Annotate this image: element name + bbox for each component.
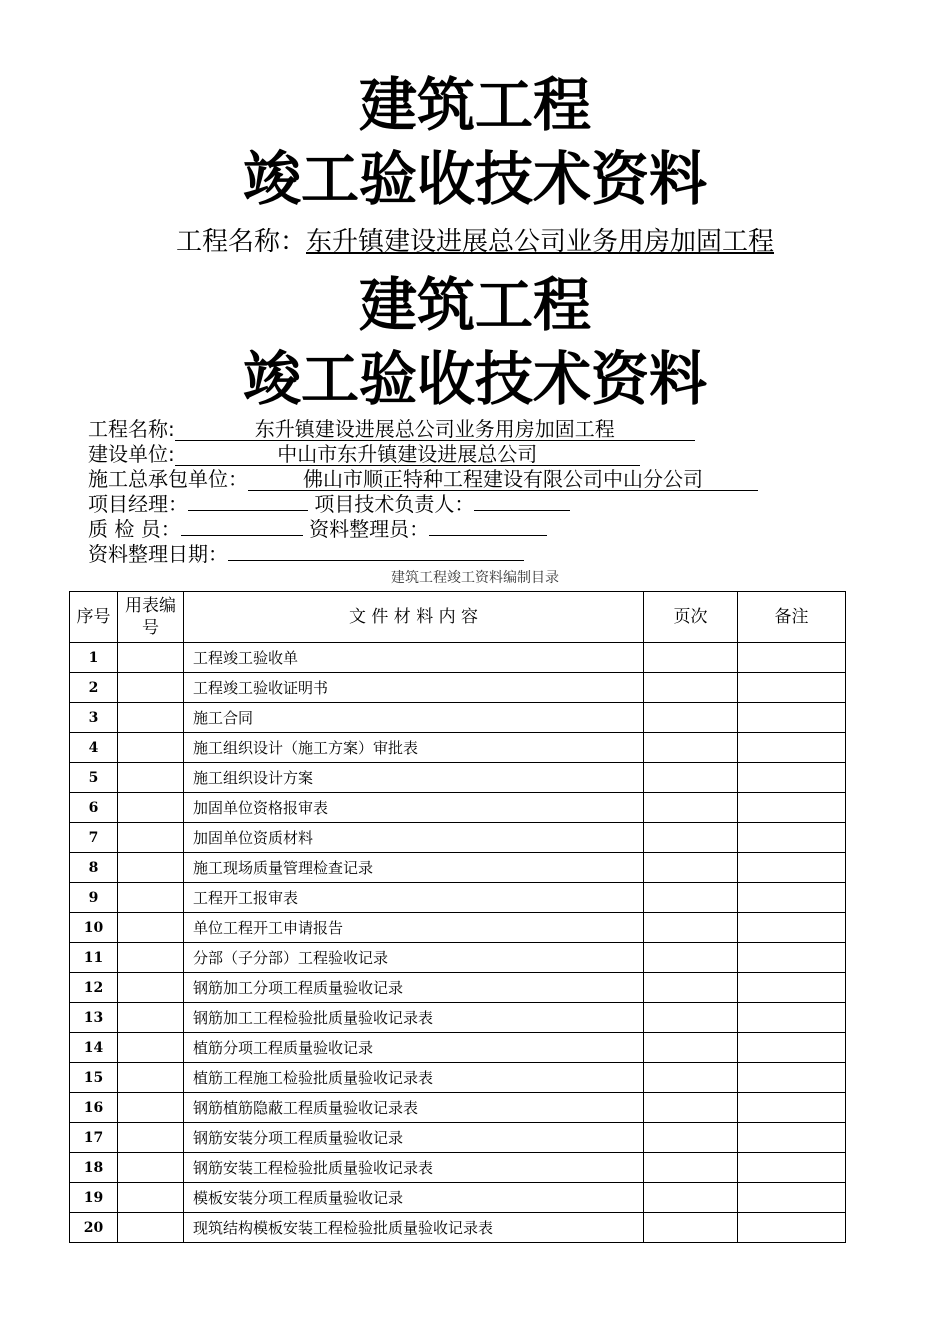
table-row — [70, 793, 846, 823]
cell-content: 单位工程开工申请报告 — [184, 913, 644, 943]
cell-content: 钢筋安装分项工程质量验收记录 — [184, 1123, 644, 1153]
cell-page — [644, 1003, 738, 1033]
cell-content: 植筋工程施工检验批质量验收记录表 — [184, 1063, 644, 1093]
cell-form-no — [118, 1093, 184, 1123]
cell-form-no — [118, 763, 184, 793]
cell-page — [644, 913, 738, 943]
table-row — [70, 643, 846, 673]
cell-remark — [738, 913, 846, 943]
cell-content: 工程开工报审表 — [184, 883, 644, 913]
cell-page — [644, 703, 738, 733]
table-row — [70, 733, 846, 763]
cell-remark — [738, 973, 846, 1003]
cell-remark — [738, 1063, 846, 1093]
cell-form-no — [118, 913, 184, 943]
cell-page — [644, 883, 738, 913]
cell-form-no — [118, 793, 184, 823]
header-remark: 备注 — [738, 592, 846, 643]
cell-seq: 9 — [70, 883, 118, 913]
cell-remark — [738, 853, 846, 883]
cell-form-no — [118, 643, 184, 673]
cell-remark — [738, 1153, 846, 1183]
cell-seq: 20 — [70, 1213, 118, 1243]
cell-seq: 10 — [70, 913, 118, 943]
cell-remark — [738, 793, 846, 823]
header-form-no: 用表编号 — [118, 592, 184, 643]
info-builder-value: 中山市东升镇建设进展总公司 — [175, 443, 640, 466]
cell-form-no — [118, 883, 184, 913]
cell-seq: 3 — [70, 703, 118, 733]
info-tech-lead-blank — [474, 492, 570, 511]
table-row — [70, 1183, 846, 1213]
info-manager-label: 项目经理： — [88, 492, 188, 516]
cell-content: 分部（子分部）工程验收记录 — [184, 943, 644, 973]
cell-content: 工程竣工验收证明书 — [184, 673, 644, 703]
cell-remark — [738, 733, 846, 763]
cell-remark — [738, 1003, 846, 1033]
cover-project-label: 工程名称： — [175, 227, 306, 257]
cell-content: 钢筋加工分项工程质量验收记录 — [184, 973, 644, 1003]
cell-content: 加固单位资格报审表 — [184, 793, 644, 823]
cover2-title-line1: 建筑工程 — [358, 271, 591, 339]
cell-form-no — [118, 943, 184, 973]
cell-seq: 11 — [70, 943, 118, 973]
info-inspector-label: 质 检 员： — [88, 517, 181, 541]
cell-content: 工程竣工验收单 — [184, 643, 644, 673]
info-tech-lead-label: 项目技术负责人： — [314, 492, 475, 516]
cell-page — [644, 1123, 738, 1153]
header-page: 页次 — [644, 592, 738, 643]
cell-content: 现筑结构模板安装工程检验批质量验收记录表 — [184, 1213, 644, 1243]
cell-remark — [738, 1033, 846, 1063]
cell-page — [644, 1183, 738, 1213]
cell-form-no — [118, 823, 184, 853]
table-row — [70, 1003, 846, 1033]
cell-remark — [738, 673, 846, 703]
cover-title-line1: 建筑工程 — [358, 71, 591, 139]
info-date-row — [88, 542, 524, 566]
info-archivist-blank — [429, 517, 547, 536]
cell-page — [644, 1153, 738, 1183]
cell-seq: 4 — [70, 733, 118, 763]
info-date-label: 资料整理日期： — [88, 542, 228, 566]
info-inspector-row — [88, 517, 547, 541]
cell-content: 钢筋安装工程检验批质量验收记录表 — [184, 1153, 644, 1183]
cell-form-no — [118, 733, 184, 763]
info-contractor-row — [88, 467, 758, 491]
cell-page — [644, 763, 738, 793]
cell-remark — [738, 1213, 846, 1243]
cell-seq: 19 — [70, 1183, 118, 1213]
cell-content: 施工现场质量管理检查记录 — [184, 853, 644, 883]
cell-seq: 6 — [70, 793, 118, 823]
cell-form-no — [118, 1003, 184, 1033]
cell-form-no — [118, 673, 184, 703]
cell-content: 模板安装分项工程质量验收记录 — [184, 1183, 644, 1213]
cell-form-no — [118, 973, 184, 1003]
info-manager-blank — [188, 492, 308, 511]
catalog-table — [69, 591, 846, 1243]
cell-seq: 13 — [70, 1003, 118, 1033]
cell-form-no — [118, 1123, 184, 1153]
cell-remark — [738, 1093, 846, 1123]
cell-content: 加固单位资质材料 — [184, 823, 644, 853]
cell-remark — [738, 943, 846, 973]
cell-seq: 14 — [70, 1033, 118, 1063]
table-row — [70, 1123, 846, 1153]
info-inspector-blank — [181, 517, 303, 536]
cell-form-no — [118, 1153, 184, 1183]
cell-remark — [738, 1183, 846, 1213]
table-row — [70, 1153, 846, 1183]
info-project-row — [88, 417, 695, 441]
cell-seq: 16 — [70, 1093, 118, 1123]
table-row — [70, 943, 846, 973]
table-row — [70, 823, 846, 853]
info-manager-row — [88, 492, 570, 516]
info-contractor-value: 佛山市顺正特种工程建设有限公司中山分公司 — [248, 468, 758, 491]
cell-content: 钢筋植筋隐蔽工程质量验收记录表 — [184, 1093, 644, 1123]
table-row — [70, 673, 846, 703]
cell-form-no — [118, 1183, 184, 1213]
cover-title-line2: 竣工验收技术资料 — [242, 145, 707, 213]
cell-remark — [738, 823, 846, 853]
info-project-value: 东升镇建设进展总公司业务用房加固工程 — [175, 418, 695, 441]
cell-seq: 1 — [70, 643, 118, 673]
cell-form-no — [118, 1033, 184, 1063]
info-date-blank — [228, 542, 524, 561]
catalog-table-body — [70, 643, 846, 1243]
cell-page — [644, 1063, 738, 1093]
cell-page — [644, 643, 738, 673]
table-row — [70, 973, 846, 1003]
cell-form-no — [118, 853, 184, 883]
info-builder-row — [88, 442, 640, 466]
cell-remark — [738, 643, 846, 673]
cell-form-no — [118, 703, 184, 733]
table-row — [70, 853, 846, 883]
table-caption: 建筑工程竣工资料编制目录 — [391, 570, 559, 586]
table-row — [70, 1033, 846, 1063]
table-row — [70, 703, 846, 733]
cell-page — [644, 1213, 738, 1243]
cell-page — [644, 793, 738, 823]
cell-seq: 18 — [70, 1153, 118, 1183]
cell-page — [644, 1093, 738, 1123]
table-row — [70, 1213, 846, 1243]
table-row — [70, 883, 846, 913]
cell-page — [644, 823, 738, 853]
table-row — [70, 1093, 846, 1123]
cell-page — [644, 673, 738, 703]
cell-content: 钢筋加工工程检验批质量验收记录表 — [184, 1003, 644, 1033]
header-content: 文 件 材 料 内 容 — [184, 592, 644, 643]
cell-page — [644, 973, 738, 1003]
header-seq: 序号 — [70, 592, 118, 643]
cell-content: 施工组织设计（施工方案）审批表 — [184, 733, 644, 763]
cell-seq: 17 — [70, 1123, 118, 1153]
cell-form-no — [118, 1063, 184, 1093]
cell-form-no — [118, 1213, 184, 1243]
cell-page — [644, 943, 738, 973]
cell-seq: 2 — [70, 673, 118, 703]
table-row — [70, 913, 846, 943]
cell-seq: 5 — [70, 763, 118, 793]
cover-project-name — [0, 226, 950, 258]
cell-page — [644, 733, 738, 763]
info-project-label: 工程名称: — [88, 417, 175, 441]
cell-seq: 7 — [70, 823, 118, 853]
cell-page — [644, 1033, 738, 1063]
cell-seq: 8 — [70, 853, 118, 883]
table-row — [70, 1063, 846, 1093]
cell-seq: 12 — [70, 973, 118, 1003]
info-contractor-label: 施工总承包单位： — [88, 467, 248, 491]
cell-remark — [738, 883, 846, 913]
cell-remark — [738, 703, 846, 733]
cover2-title-line2: 竣工验收技术资料 — [242, 345, 707, 413]
cell-page — [644, 853, 738, 883]
cell-content: 植筋分项工程质量验收记录 — [184, 1033, 644, 1063]
table-header-row — [70, 592, 846, 643]
cell-seq: 15 — [70, 1063, 118, 1093]
cover-project-value: 东升镇建设进展总公司业务用房加固工程 — [306, 227, 775, 257]
cell-content: 施工合同 — [184, 703, 644, 733]
cell-remark — [738, 763, 846, 793]
table-row — [70, 763, 846, 793]
info-builder-label: 建设单位: — [88, 442, 175, 466]
cell-remark — [738, 1123, 846, 1153]
cell-content: 施工组织设计方案 — [184, 763, 644, 793]
info-archivist-label: 资料整理员： — [309, 517, 430, 541]
